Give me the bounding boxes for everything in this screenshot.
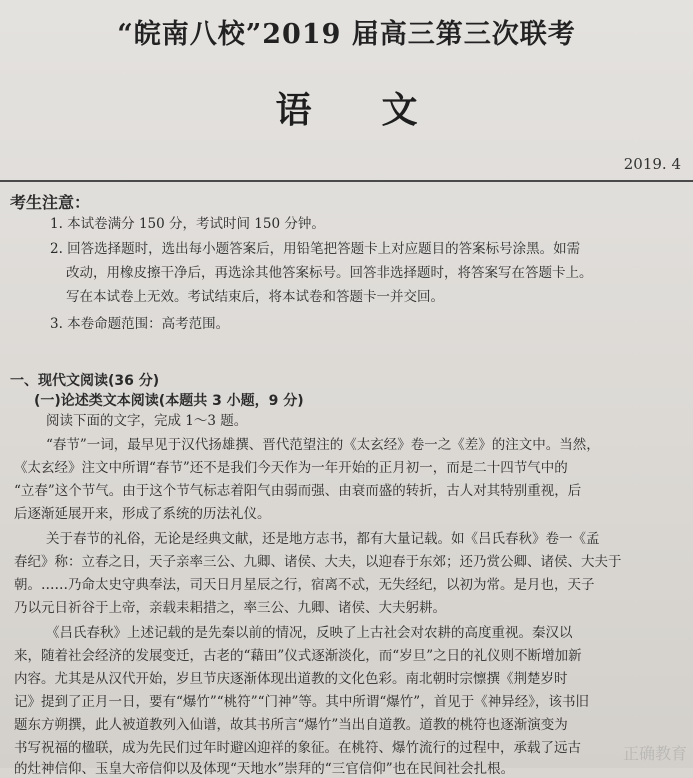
watermark-text: 正确教育	[622, 744, 687, 763]
passage-line-15: 的灶神信仰、玉皇大帝信仰以及体现“天地水”崇拜的“三官信仰”也在民间社会扎根。	[14, 761, 515, 777]
subject-title: 语文	[275, 89, 488, 131]
passage-line-2: 《太玄经》注文中所谓“春节”还不是我们今天作为一年开始的正月初一，而是二十四节气中的	[14, 460, 568, 476]
notice-line-2: 2. 回答选择题时，选出每小题答案后，用铅笔把答题卡上对应题目的答案标号涂黑。如需	[50, 241, 581, 257]
passage-line-6: 春纪》称：立春之日，天子亲率三公、九卿、诸侯、大夫，以迎春于东郊；还乃赏公卿、诸侯、大夫于	[14, 554, 622, 570]
passage-line-4: 后逐渐延展开来，形成了系统的历法礼仪。	[14, 506, 271, 522]
passage-line-12: 记》提到了正月一日，要有“爆竹”“桃符”“门神”等。其中所谓“爆竹”，首见于《神异经》，该书旧	[14, 694, 589, 710]
notice-line-1: 1. 本试卷满分 150 分，考试时间 150 分钟。	[50, 216, 325, 232]
header-divider	[0, 180, 693, 182]
passage-line-8: 乃以元日祈谷于上帝，亲载耒耜措之，率三公、九卿、诸侯、大夫躬耕。	[14, 600, 446, 616]
exam-date: 2019. 4	[623, 155, 681, 173]
passage-line-1: “春节”一词，最早见于汉代扬雄撰、晋代范望注的《太玄经》卷一之《差》的注文中。当然，	[46, 437, 600, 453]
section-title: 一、现代文阅读(36 分)	[10, 373, 160, 389]
passage-line-9: 《吕氏春秋》上述记载的是先秦以前的情况，反映了上古社会对农耕的高度重视。秦汉以	[46, 625, 573, 641]
passage-line-10: 来，随着社会经济的发展变迁，古老的“藉田”仪式逐渐淡化，而“岁旦”之日的礼仪则不断增加新	[14, 648, 582, 664]
notice-line-4: 写在本试卷上无效。考试结束后，将本试卷和答题卡一并交回。	[66, 289, 444, 305]
passage-line-14: 书写祝福的楹联，成为先民们过年时避凶迎祥的象征。在桃符、爆竹流行的过程中，承载了远古	[14, 740, 581, 756]
passage-line-3: “立春”这个节气。由于这个节气标志着阳气由弱而强、由衰而盛的转折，古人对其特别重视，后	[14, 483, 582, 499]
passage-line-5: 关于春节的礼俗，无论是经典文献，还是地方志书，都有大量记载。如《吕氏春秋》卷一《孟	[46, 531, 600, 547]
instruction-line: 阅读下面的文字，完成 1～3 题。	[46, 413, 248, 429]
passage-line-13: 题东方朔撰，此人被道教列入仙谱，故其书所言“爆竹”当出自道教。道教的桃符也逐渐演变为	[14, 717, 568, 733]
notice-title: 考生注意：	[10, 193, 91, 212]
passage-line-11: 内容。尤其是从汉代开始，岁旦节庆逐渐体现出道教的文化色彩。南北朝时宗懔撰《荆楚岁时	[14, 671, 568, 687]
exam-title: “皖南八校”2019 届高三第三次联考	[117, 19, 576, 50]
passage-line-7: 朝。……乃命太史守典奉法，司天日月星辰之行，宿离不忒，无失经纪，以初为常。是月也，天子	[14, 577, 595, 593]
notice-line-5: 3. 本卷命题范围：高考范围。	[50, 316, 230, 332]
subsection-title: (一)论述类文本阅读(本题共 3 小题，9 分)	[34, 393, 304, 409]
notice-line-3: 改动，用橡皮擦干净后，再选涂其他答案标号。回答非选择题时，将答案写在答题卡上。	[66, 265, 593, 281]
